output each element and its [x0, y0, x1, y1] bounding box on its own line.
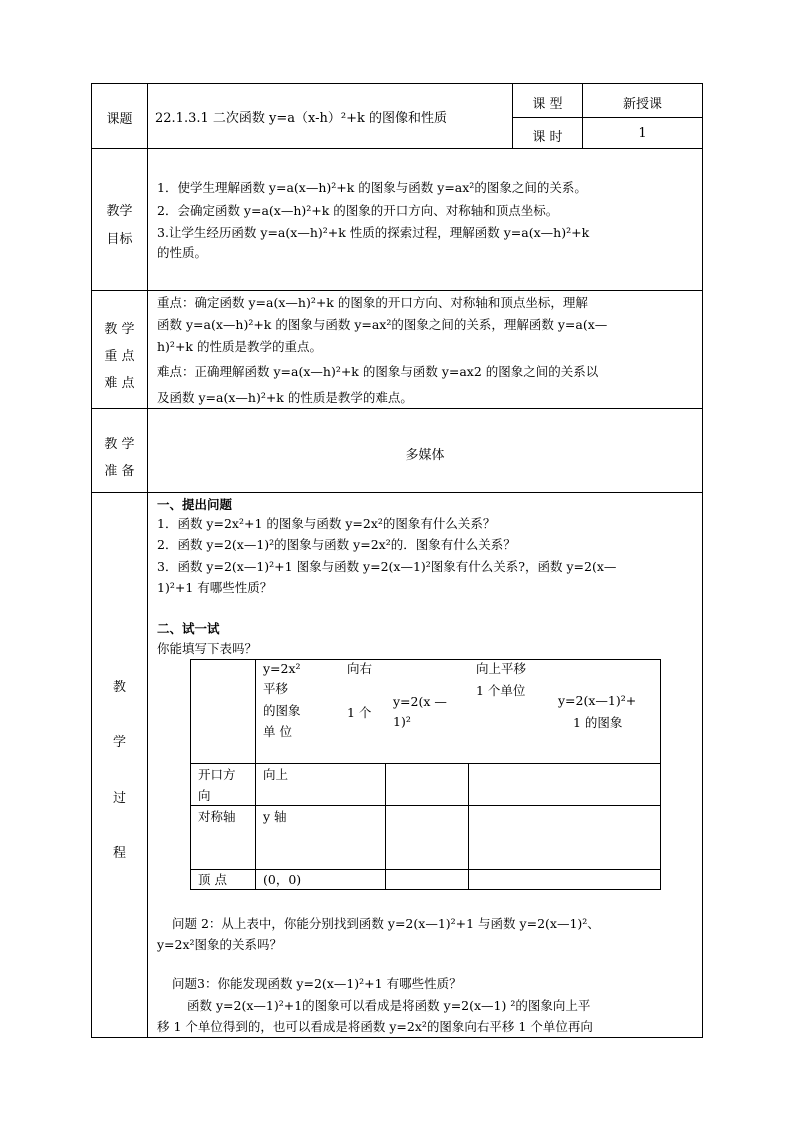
section1-title: 一、提出问题 — [157, 497, 233, 512]
table-line — [190, 889, 661, 890]
preparation-label-2: 准 备 — [104, 464, 135, 479]
hours-label: 课 时 — [532, 130, 563, 145]
type-value: 新授课 — [622, 97, 662, 112]
section2-intro: 你能填写下表吗？ — [157, 641, 258, 656]
table-line — [385, 763, 386, 890]
question-3-line: 问题3：你能发现函数 y=2(x—1)²+1 有哪些性质？ — [172, 976, 462, 991]
keypoints-label-2: 重 点 — [104, 349, 135, 364]
keypoint-line: 及函数 y=a(x—h)²+k 的性质是教学的难点。 — [157, 390, 413, 405]
keypoints-label-1: 教 学 — [104, 322, 135, 337]
topic-label: 课题 — [106, 112, 133, 127]
table-cell: 向上 — [263, 767, 289, 782]
question-line: 1)²+1 有哪些性质？ — [157, 580, 273, 595]
topic-title: 22.1.3.1 二次函数 y=a（x-h）²+k 的图像和性质 — [155, 111, 447, 126]
keypoint-line: 重点：确定函数 y=a(x—h)²+k 的图象的开口方向、对称轴和顶点坐标，理解 — [157, 295, 588, 310]
table-cell: (0，0) — [263, 872, 302, 887]
table-header-text: y=2x² — [263, 661, 301, 676]
keypoint-line: 函数 y=a(x—h)²+k 的图象与函数 y=ax²的图象之间的关系，理解函数 y=a(x— — [157, 317, 608, 332]
table-line — [190, 659, 661, 660]
question-2-line: y=2x²图象的关系吗？ — [157, 937, 283, 952]
table-header-text: 向上平移 — [476, 661, 527, 676]
keypoint-line: h)²+k 的性质是教学的重点。 — [157, 339, 322, 354]
table-header-text: y=2(x—1)²+ — [558, 693, 637, 708]
table-header-text: 的图象 — [263, 703, 301, 718]
table-header-text: y=2(x — — [393, 694, 447, 709]
preparation-label-1: 教 学 — [104, 437, 135, 452]
table-line — [468, 763, 469, 890]
table-header-text: 1 的图象 — [573, 715, 623, 730]
section2-title: 二、试一试 — [157, 621, 220, 636]
frame-left — [91, 83, 92, 1038]
table-row-label: 对称轴 — [198, 809, 236, 824]
table-header-text: 1 个 — [347, 705, 372, 720]
table-header-text: 单 位 — [263, 724, 292, 739]
preparation-value: 多媒体 — [405, 448, 445, 463]
objectives-label-2: 目标 — [106, 232, 133, 247]
table-row-label: 向 — [198, 788, 211, 803]
process-label-3: 过 — [112, 791, 126, 806]
hours-value: 1 — [638, 126, 647, 141]
question-line: 3．函数 y=2(x—1)²+1 图象与函数 y=2(x—1)²图象有什么关系?，函数 y=2(x— — [157, 559, 617, 574]
process-label-4: 程 — [112, 846, 126, 861]
type-label: 课 型 — [532, 97, 563, 112]
table-header-text: 1)² — [393, 714, 411, 729]
divider-header — [91, 148, 703, 149]
question-2-line: 问题 2：从上表中，你能分别找到函数 y=2(x—1)²+1 与函数 y=2(x—1)²、 — [172, 916, 600, 931]
objective-line: 3.让学生经历函数 y=a(x—h)²+k 性质的探索过程，理解函数 y=a(x—h)²+k — [157, 225, 590, 240]
table-line — [190, 869, 661, 870]
process-label-1: 教 — [112, 680, 126, 695]
objective-line: 2．会确定函数 y=a(x—h)²+k 的图象的开口方向、对称轴和顶点坐标。 — [157, 203, 559, 218]
label-column-divider — [147, 83, 148, 1038]
frame-right — [702, 83, 703, 1038]
table-row-label: 顶 点 — [198, 872, 227, 887]
answer-line: 移 1 个单位得到的，也可以看成是将函数 y=2x²的图象向右平移 1 个单位再向 — [157, 1019, 593, 1034]
objective-line: 1．使学生理解函数 y=a(x—h)²+k 的图象与函数 y=ax²的图象之间的关系。 — [157, 180, 587, 195]
table-header-text: 1 个单位 — [476, 683, 526, 698]
keypoints-label-3: 难 点 — [104, 376, 135, 391]
table-line — [190, 659, 191, 890]
table-row-label: 开口方 — [198, 767, 236, 782]
process-label-2: 学 — [112, 735, 126, 750]
keypoint-line: 难点：正确理解函数 y=a(x—h)²+k 的图象与函数 y=ax2 的图象之间的关系以 — [157, 364, 599, 379]
answer-line: 函数 y=2(x—1)²+1的图象可以看成是将函数 y=2(x—1) ²的图象向上平 — [187, 998, 591, 1013]
table-header-text: 平移 — [263, 681, 289, 696]
table-line — [255, 659, 256, 890]
table-cell: y 轴 — [263, 809, 287, 824]
table-line — [660, 659, 661, 890]
question-line: 2．函数 y=2(x—1)²的图象与函数 y=2x²的．图象有什么关系？ — [157, 537, 516, 552]
objectives-label-1: 教学 — [106, 204, 133, 219]
frame-top — [91, 83, 703, 84]
table-line — [190, 805, 661, 806]
table-line — [190, 763, 661, 764]
question-line: 1．函数 y=2x²+1 的图象与函数 y=2x²的图象有什么关系？ — [157, 516, 496, 531]
header-row-line — [512, 117, 703, 118]
objective-line: 的性质。 — [157, 245, 208, 260]
table-header-text: 向右 — [347, 661, 373, 676]
